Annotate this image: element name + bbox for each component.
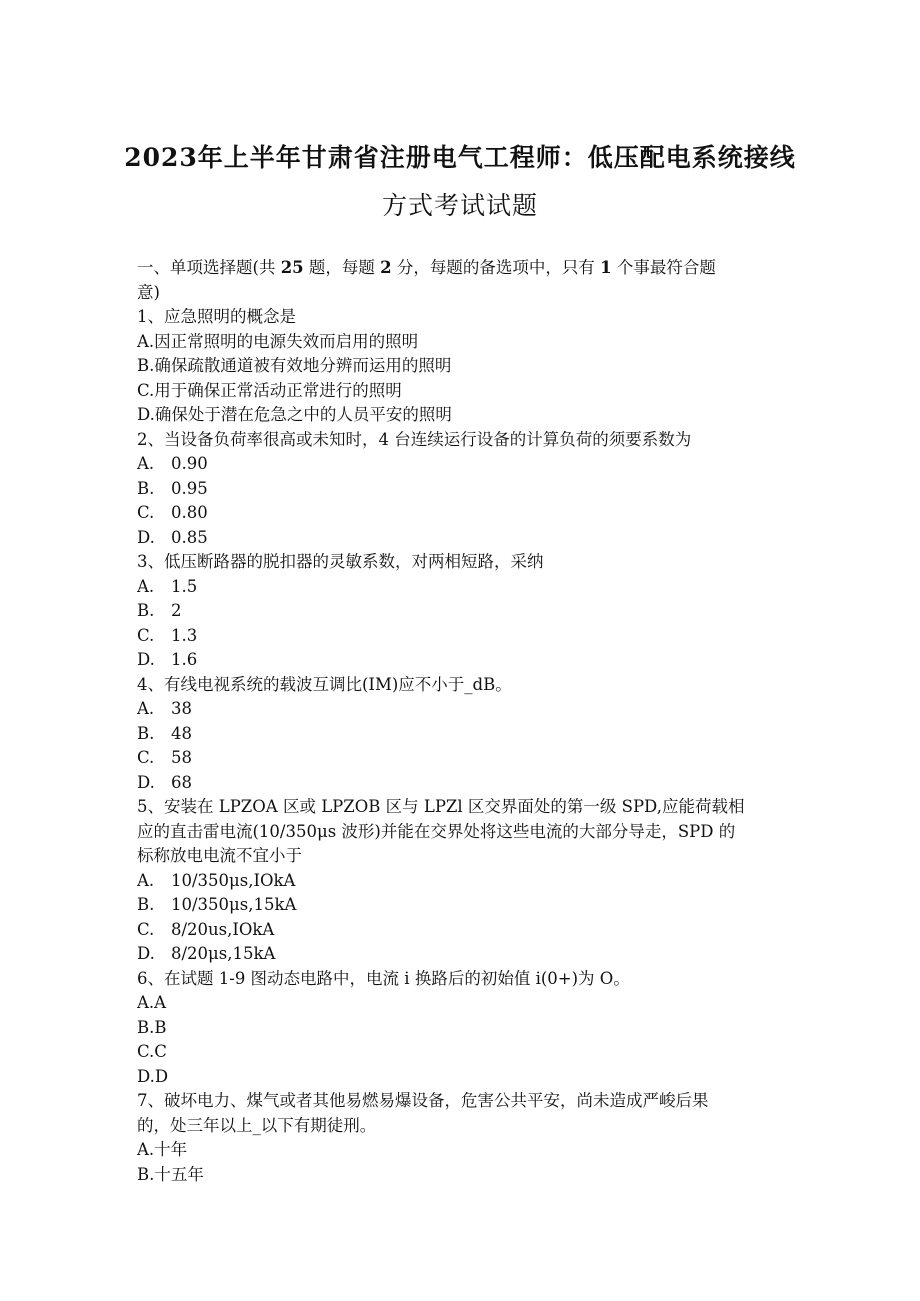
- option-letter: A.: [137, 870, 155, 890]
- points-per-question: 2: [380, 258, 392, 277]
- question-stem: 的，处三年以上_以下有期徒刑。: [137, 1115, 377, 1135]
- question-list: [137, 305, 787, 1187]
- option-text: 0.95: [171, 478, 208, 498]
- option-letter: B.: [137, 478, 155, 498]
- answer-option: [137, 477, 787, 502]
- question-stem: 4、有线电视系统的载波互调比(IM)应不小于_dB。: [137, 674, 512, 694]
- answer-option: [137, 452, 787, 477]
- option-text: 38: [171, 699, 192, 718]
- question-stem: 1、应急照明的概念是: [137, 307, 296, 326]
- answer-option: [137, 1016, 787, 1041]
- section-heading-continued: 意): [137, 282, 160, 302]
- question: [137, 305, 787, 428]
- option-letter: A.: [137, 331, 155, 351]
- option-letter: C.: [137, 748, 155, 767]
- option-letter: C.: [137, 1042, 155, 1061]
- answer-option: [137, 1163, 787, 1188]
- option-letter: D.: [137, 772, 155, 792]
- option-letter: B.: [137, 356, 155, 375]
- option-text: 58: [171, 748, 192, 767]
- answer-option: [137, 746, 787, 771]
- answer-option: [137, 379, 787, 404]
- answer-option: [137, 648, 787, 673]
- document-body: [137, 256, 787, 1187]
- answer-option: [137, 918, 787, 943]
- option-text: B: [154, 1017, 167, 1037]
- option-text: C: [154, 1042, 167, 1061]
- option-text: 确保处于潜在危急之中的人员平安的照明: [154, 405, 452, 424]
- question: [137, 967, 787, 1090]
- option-letter: A.: [137, 699, 155, 718]
- option-text: 因正常照明的电源失效而启用的照明: [154, 331, 419, 351]
- option-text: 10/350μs,IOkA: [171, 870, 296, 890]
- document-title-line-1: 2023年上半年甘肃省注册电气工程师：低压配电系统接线: [124, 143, 796, 172]
- question: [137, 795, 787, 967]
- answer-option: [137, 1065, 787, 1090]
- answer-option: [137, 599, 787, 624]
- answer-option: [137, 991, 787, 1016]
- option-letter: C.: [137, 919, 155, 939]
- answer-option: [137, 403, 787, 428]
- answer-option: [137, 722, 787, 747]
- option-text: 1.6: [171, 650, 198, 669]
- option-letter: A.: [137, 576, 155, 596]
- option-letter: C.: [137, 380, 155, 400]
- answer-option: [137, 893, 787, 918]
- option-text: 8/20us,IOkA: [171, 919, 275, 939]
- question-stem: 标称放电电流不宜小于: [137, 846, 302, 865]
- option-letter: D.: [137, 405, 155, 424]
- option-text: 用于确保正常活动正常进行的照明: [154, 380, 402, 400]
- option-text: 0.80: [171, 503, 208, 522]
- document-title-line-2: 方式考试试题: [381, 191, 538, 220]
- question-stem: 7、破坏电力、煤气或者其他易燃易爆设备，危害公共平安，尚未造成严峻后果: [137, 1091, 709, 1110]
- section-heading-part: 一、单项选择题(共: [137, 258, 281, 277]
- answer-option: [137, 1138, 787, 1163]
- question: [137, 550, 787, 673]
- option-letter: B.: [137, 1164, 155, 1184]
- answer-option: [137, 1040, 787, 1065]
- option-letter: C.: [137, 625, 155, 645]
- question: [137, 1089, 787, 1187]
- option-text: 2: [171, 601, 182, 620]
- option-text: A: [154, 993, 167, 1012]
- option-text: 确保疏散通道被有效地分辨而运用的照明: [154, 356, 452, 375]
- option-text: 十年: [154, 1140, 188, 1159]
- option-text: 1.3: [171, 625, 198, 645]
- option-letter: D.: [137, 944, 155, 963]
- option-letter: A.: [137, 993, 155, 1012]
- option-text: 1.5: [171, 576, 198, 596]
- option-letter: A.: [137, 454, 155, 473]
- option-text: 68: [171, 772, 192, 792]
- answer-option: [137, 526, 787, 551]
- question-stem: 6、在试题 1-9 图动态电路中，电流 i 换路后的初始值 i(0+)为 O。: [137, 968, 630, 988]
- answer-option: [137, 869, 787, 894]
- option-letter: B.: [137, 723, 155, 743]
- answer-option: [137, 330, 787, 355]
- option-letter: C.: [137, 503, 155, 522]
- option-letter: B.: [137, 895, 155, 914]
- answer-option: [137, 771, 787, 796]
- question-stem: 应的直击雷电流(10/350μs 波形)并能在交界处将这些电流的大部分导走，SPD 的: [137, 821, 736, 841]
- question-count: 25: [280, 258, 304, 277]
- option-text: 10/350μs,15kA: [171, 895, 297, 914]
- answer-option: [137, 501, 787, 526]
- question: [137, 428, 787, 551]
- option-letter: D.: [137, 650, 155, 669]
- option-text: 48: [171, 723, 192, 743]
- option-text: D: [154, 1066, 169, 1086]
- option-letter: B.: [137, 1017, 155, 1037]
- section-heading-part: 分，每题的备选项中，只有: [391, 258, 601, 277]
- correct-option-count: 1: [600, 258, 612, 277]
- option-text: 十五年: [154, 1164, 204, 1184]
- section-heading: [137, 256, 787, 281]
- question: [137, 673, 787, 796]
- option-text: 0.85: [171, 527, 208, 547]
- answer-option: [137, 354, 787, 379]
- question-stem: 2、当设备负荷率很高或未知时，4 台连续运行设备的计算负荷的须要系数为: [137, 429, 692, 449]
- section-heading-part: 题，每题: [303, 258, 381, 277]
- option-letter: B.: [137, 601, 155, 620]
- option-letter: D.: [137, 1066, 155, 1086]
- option-letter: A.: [137, 1140, 155, 1159]
- question-stem: 5、安装在 LPZOA 区或 LPZOB 区与 LPZl 区交界面处的第一级 SPD,应能荷载相: [137, 797, 745, 816]
- question-stem: 3、低压断路器的脱扣器的灵敏系数，对两相短路，采纳: [137, 552, 544, 571]
- section-heading-part: 个事最符合题: [611, 258, 716, 277]
- option-letter: D.: [137, 527, 155, 547]
- option-text: 8/20μs,15kA: [171, 944, 276, 963]
- answer-option: [137, 624, 787, 649]
- answer-option: [137, 942, 787, 967]
- option-text: 0.90: [171, 454, 208, 473]
- answer-option: [137, 697, 787, 722]
- answer-option: [137, 575, 787, 600]
